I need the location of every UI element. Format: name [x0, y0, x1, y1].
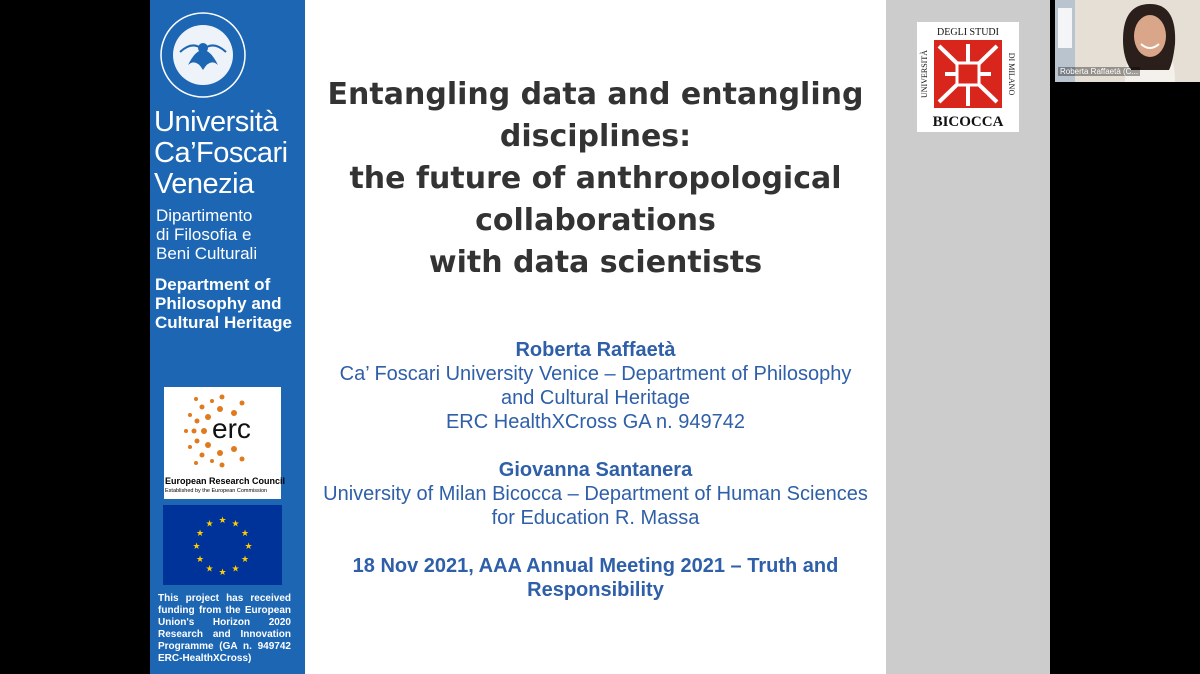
author-affiliation: and Cultural Heritage	[501, 387, 690, 409]
department-italian-line: Beni Culturali	[156, 244, 258, 263]
department-english-line: Philosophy and	[155, 294, 282, 313]
erc-logo-text: erc	[212, 413, 251, 444]
participant-video-tile[interactable]	[1055, 0, 1200, 82]
screen-left-margin	[0, 0, 150, 674]
event-line: 18 Nov 2021, AAA Annual Meeting 2021 – Truth and	[352, 555, 839, 577]
svg-text:★: ★	[205, 519, 214, 530]
bicocca-emblem-icon	[917, 22, 1019, 132]
author-name: Roberta Raffaetà	[515, 339, 676, 361]
slide-title-line: disciplines:	[499, 119, 692, 154]
author-affiliation: for Education R. Massa	[491, 507, 700, 529]
bicocca-logo	[917, 22, 1019, 132]
department-english-line: Department of	[155, 275, 271, 294]
slide-title-line: collaborations	[475, 203, 716, 238]
erc-caption-small: Established by the European Commission	[165, 488, 268, 494]
bicocca-logo-top-text: DEGLI STUDI	[937, 27, 999, 38]
university-name-line: Università	[154, 106, 278, 138]
event-line: Responsibility	[527, 579, 664, 601]
svg-text:★: ★	[244, 542, 253, 552]
funding-statement: This project has received funding from the European Union's Horizon 2020 Research and Innovation Programme (GA n. 949742 ERC-HealthXCross)	[158, 593, 291, 664]
erc-caption: European Research Council	[165, 476, 286, 486]
author-name: Giovanna Santanera	[498, 459, 693, 481]
author-affiliation: Ca’ Foscari University Venice – Department of Philosophy	[339, 363, 852, 385]
svg-text:★: ★	[231, 564, 240, 575]
university-name-line: Ca’Foscari	[154, 137, 288, 169]
bicocca-logo-bottom-text: BICOCCA	[932, 114, 1004, 130]
slide-title-line: with data scientists	[428, 245, 763, 280]
svg-text:★: ★	[205, 564, 214, 575]
svg-text:★: ★	[195, 555, 205, 565]
department-italian-line: di Filosofia e	[156, 225, 252, 244]
eu-flag-icon	[163, 505, 282, 585]
svg-text:★: ★	[218, 516, 227, 526]
author-affiliation: University of Milan Bicocca – Department of Human Sciences	[323, 483, 868, 505]
svg-text:★: ★	[195, 529, 205, 539]
bicocca-logo-right-text: DI MILANO	[1007, 52, 1016, 96]
ca-foscari-seal-icon	[158, 10, 248, 105]
slide-title-line: Entangling data and entangling	[327, 77, 864, 112]
slide-sidebar	[150, 0, 305, 674]
svg-text:★: ★	[240, 555, 250, 565]
svg-text:★: ★	[192, 542, 201, 552]
slide-main-content	[305, 0, 886, 674]
bicocca-logo-left-text: UNIVERSITÀ	[920, 50, 929, 98]
participant-name-label: Roberta Raffaetà (C...	[1060, 67, 1139, 76]
grant-line: ERC HealthXCross GA n. 949742	[445, 411, 746, 433]
slide-title-line: the future of anthropological	[349, 161, 842, 196]
slide-right-panel	[886, 0, 1050, 674]
svg-text:★: ★	[231, 519, 240, 530]
university-name-line: Venezia	[154, 168, 254, 200]
slide-title	[305, 74, 886, 284]
department-english-line: Cultural Heritage	[155, 313, 292, 332]
svg-text:★: ★	[218, 568, 227, 578]
erc-logo	[164, 387, 286, 499]
department-italian-line: Dipartimento	[156, 206, 253, 225]
video-panel	[1050, 0, 1200, 674]
svg-text:★: ★	[240, 529, 250, 539]
